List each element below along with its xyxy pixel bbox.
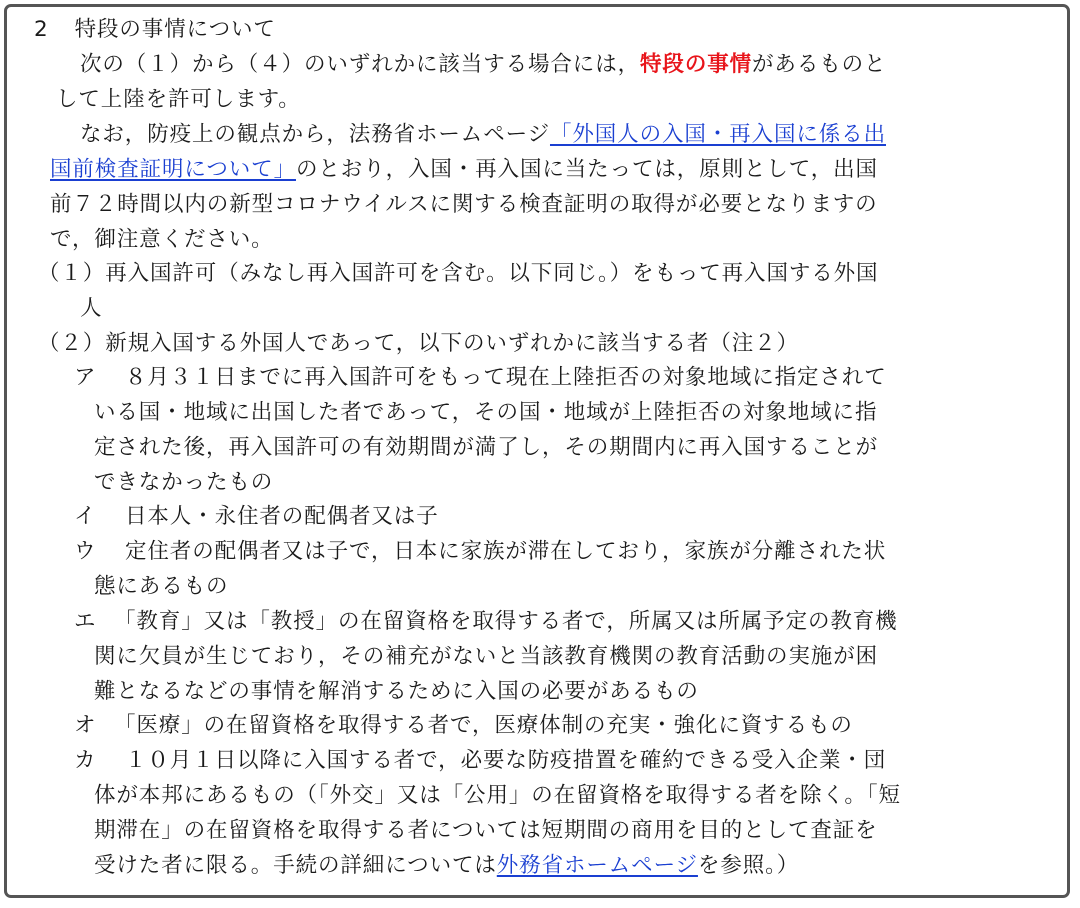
item-1-line-1: （１）再入国許可（みなし再入国許可を含む。以下同じ。）をもって再入国する外国 bbox=[38, 261, 879, 286]
intro-line-1: 次の（１）から（４）のいずれかに該当する場合には，特段の事情があるものと bbox=[80, 52, 887, 77]
intro-line-2: して上陸を許可します。 bbox=[56, 87, 301, 112]
sub-ka-line-1: １０月１日以降に入国する者で，必要な防疫措置を確約できる受入企業・団 bbox=[125, 748, 887, 773]
intro-line-4: 国前検査証明について」のとおり，入国・再入国に当たっては，原則として，出国 bbox=[50, 157, 878, 182]
section-heading bbox=[34, 15, 276, 45]
sub-a-line-3: 定された後，再入国許可の有効期間が満了し，その期間内に再入国することが bbox=[94, 435, 879, 460]
sub-e-line-1: 「教育」又は「教授」の在留資格を取得する者で，所属又は所属予定の教育機 bbox=[114, 609, 898, 634]
sub-ka-line-2: 体が本邦にあるもの（「外交」又は「公用」の在留資格を取得する者を除く。「短 bbox=[94, 783, 901, 808]
mofa-homepage-link[interactable]: 外務省ホームページ bbox=[496, 853, 698, 878]
intro-line-6: で，御注意ください。 bbox=[50, 227, 274, 252]
sub-u-line-1: 定住者の配偶者又は子で，日本に家族が滞在しており，家族が分離された状 bbox=[125, 539, 887, 564]
sub-a-line-2: いる国・地域に出国した者であって，その国・地域が上陸拒否の対象地域に指 bbox=[94, 400, 878, 425]
sub-i-line-1: 日本人・永住者の配偶者又は子 bbox=[125, 504, 439, 529]
sub-e-marker: エ bbox=[74, 609, 97, 634]
intro-line-5: 前７２時間以内の新型コロナウイルスに関する検査証明の取得が必要となりますの bbox=[50, 192, 878, 217]
sub-a-line-4: できなかったもの bbox=[94, 470, 274, 495]
sub-o-marker: オ bbox=[74, 713, 97, 738]
moj-test-certificate-link[interactable]: 「外国人の入国・再入国に係る出 bbox=[549, 122, 886, 147]
sub-e-line-2: 関に欠員が生じており，その補充がないと当該教育機関の教育活動の実施が困 bbox=[94, 644, 879, 669]
section-title: 特段の事情について bbox=[74, 17, 276, 42]
sub-ka-line-4: 受けた者に限る。手続の詳細については外務省ホームページを参照。） bbox=[94, 853, 800, 878]
sub-u-marker: ウ bbox=[74, 539, 97, 564]
item-2-marker: （２） bbox=[38, 331, 106, 356]
sub-ka-marker: カ bbox=[74, 748, 97, 773]
sub-e-line-3: 難となるなどの事情を解消するために入国の必要があるもの bbox=[94, 679, 699, 704]
sub-a-line-1: ８月３１日までに再入国許可をもって現在上陸拒否の対象地域に指定されて bbox=[125, 365, 887, 390]
item-1-line-2: 人 bbox=[80, 296, 103, 321]
item-1-marker: （１） bbox=[38, 261, 106, 286]
sub-a-marker: ア bbox=[74, 365, 97, 390]
section-number: 2 bbox=[34, 17, 49, 42]
item-2-line-1: （２）新規入国する外国人であって，以下のいずれかに該当する者（注２） bbox=[38, 331, 799, 356]
sub-i-marker: イ bbox=[74, 504, 97, 529]
special-circumstances-emphasis: 特段の事情 bbox=[640, 52, 753, 77]
sub-u-line-2: 態にあるもの bbox=[94, 574, 229, 599]
sub-o-line-1: 「医療」の在留資格を取得する者で，医療体制の充実・強化に資するもの bbox=[114, 713, 853, 738]
moj-test-certificate-link-cont[interactable]: 国前検査証明について」 bbox=[50, 157, 296, 182]
sub-ka-line-3: 期滞在」の在留資格を取得する者については短期間の商用を目的として査証を bbox=[94, 818, 878, 843]
intro-line-3: なお，防疫上の観点から，法務省ホームページ「外国人の入国・再入国に係る出 bbox=[80, 122, 886, 147]
